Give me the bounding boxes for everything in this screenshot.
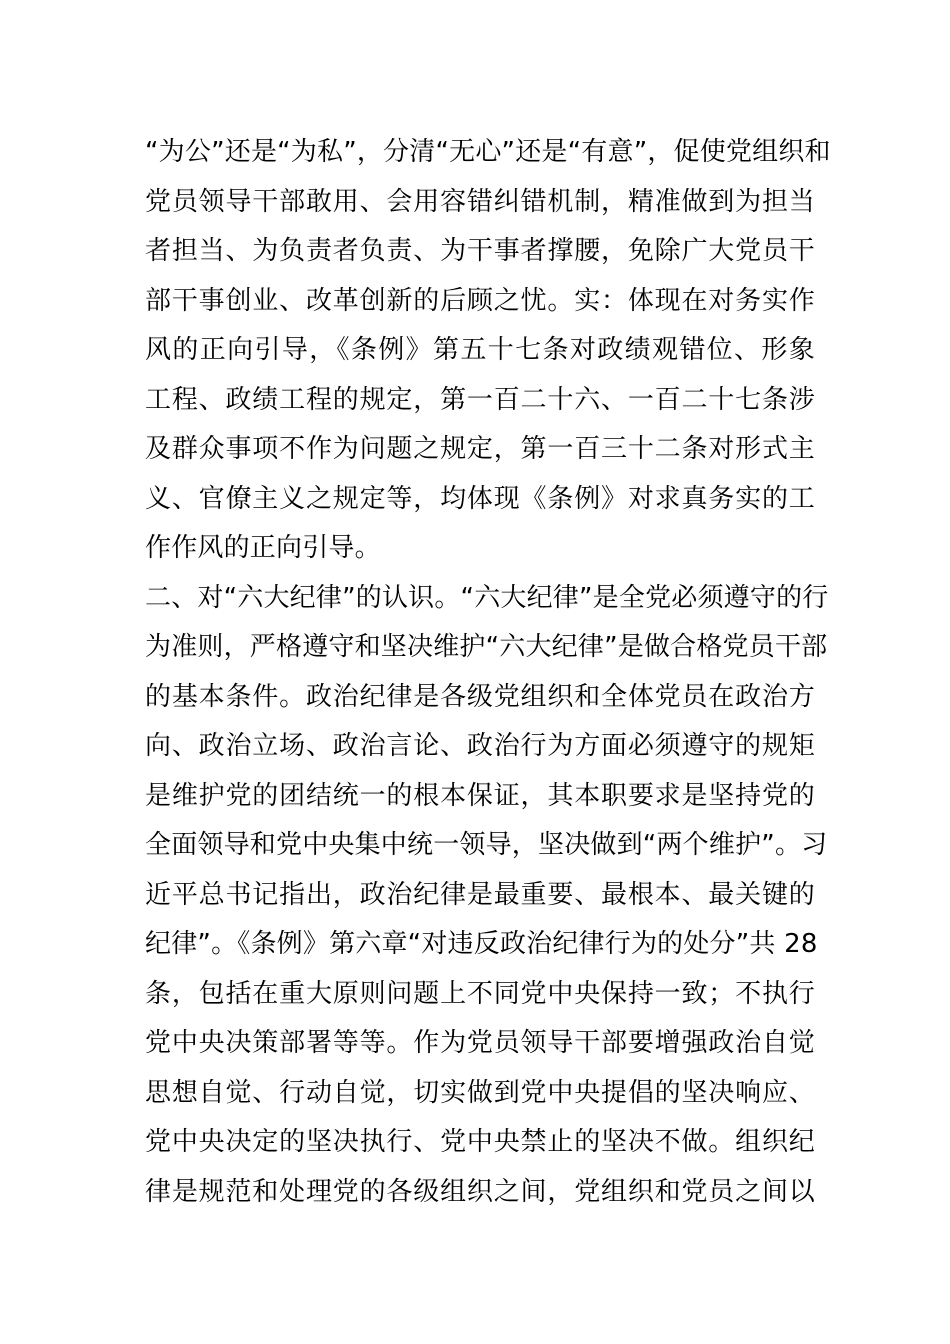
- text-line: 者担当、为负责者负责、为干事者撑腰，免除广大党员干: [145, 236, 815, 266]
- text-line: 风的正向引导，《条例》第五十七条对政绩观错位、形象: [145, 335, 815, 365]
- text-line: 部干事创业、改革创新的后顾之忧。实：体现在对务实作: [145, 285, 815, 316]
- text-line: 作作风的正向引导。: [145, 533, 381, 563]
- text-line: 及群众事项不作为问题之规定，第一百三十二条对形式主: [145, 434, 815, 464]
- text-line: 纪律”。《条例》第六章“对违反政治纪律行为的处分”共 28: [145, 929, 818, 959]
- text-line: 党中央决策部署等等。作为党员领导干部要增强政治自觉: [145, 1028, 815, 1058]
- text-line: 党中央决定的坚决执行、党中央禁止的坚决不做。组织纪: [145, 1127, 815, 1157]
- text-line: 党员领导干部敢用、会用容错纠错机制，精准做到为担当: [145, 186, 815, 217]
- text-line: 近平总书记指出，政治纪律是最重要、最根本、最关键的: [145, 879, 815, 910]
- text-line: 的基本条件。政治纪律是各级党组织和全体党员在政治方: [145, 681, 815, 712]
- text-line: 是维护党的团结统一的根本保证，其本职要求是坚持党的: [145, 780, 815, 811]
- text-line: 二、对“六大纪律”的认识。“六大纪律”是全党必须遵守的行: [145, 582, 829, 613]
- body-text: [145, 128, 831, 1217]
- text-line: 思想自觉、行动自觉，切实做到党中央提倡的坚决响应、: [145, 1077, 815, 1108]
- text-line: 工程、政绩工程的规定，第一百二十六、一百二十七条涉: [145, 384, 815, 415]
- text-line: 为准则，严格遵守和坚决维护“六大纪律”是做合格党员干部: [145, 632, 828, 662]
- text-line: 义、官僚主义之规定等，均体现《条例》对求真务实的工: [145, 483, 815, 514]
- text-line: 律是规范和处理党的各级组织之间，党组织和党员之间以: [145, 1176, 815, 1207]
- text-line: “为公”还是“为私”，分清“无心”还是“有意”，促使党组织和: [145, 137, 831, 167]
- text-line: 条，包括在重大原则问题上不同党中央保持一致；不执行: [145, 978, 815, 1009]
- text-line: 向、政治立场、政治言论、政治行为方面必须遵守的规矩: [145, 731, 815, 761]
- text-line: 全面领导和党中央集中统一领导，坚决做到“两个维护”。习: [145, 830, 828, 860]
